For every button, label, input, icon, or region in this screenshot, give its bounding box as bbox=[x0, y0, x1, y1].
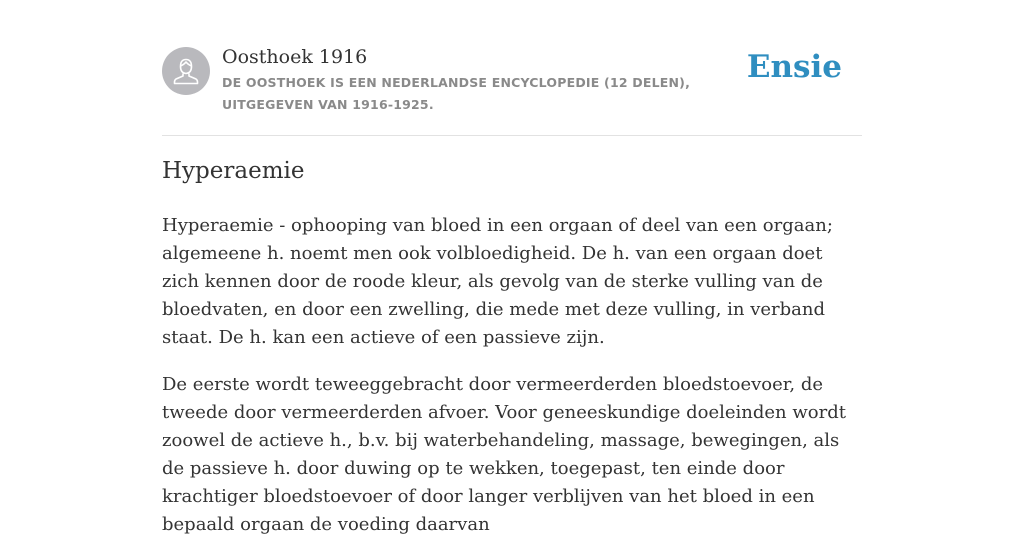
article-body bbox=[162, 212, 864, 558]
avatar[interactable] bbox=[162, 47, 210, 95]
user-silhouette-icon bbox=[162, 47, 210, 95]
article-paragraph: De eerste wordt teweeggebracht door vermeerderden bloedstoevoer, de tweede door vermeerderden afvoer. Voor geneeskundige doeleinden wordt zoowel de actieve h., b.v. bij waterbehandeling, massage, bewegingen, als de passieve h. door duwing op te wekken, toegepast, ten einde door krachtiger bloedstoevoer of door langer verblijven van het bloed in een bepaald orgaan de voeding daarvan bbox=[162, 374, 846, 535]
source-header bbox=[162, 44, 862, 136]
article-paragraph: Hyperaemie - ophooping van bloed in een orgaan of deel van een orgaan; algemeene h. noemt men ook volbloedigheid. De h. van een orgaan doet zich kennen door de roode kleur, als gevolg van de sterke vulling van de bloedvaten, en door een zwelling, die mede met deze vulling, in verband staat. De h. kan een actieve of een passieve zijn. bbox=[162, 215, 833, 348]
source-title[interactable]: Oosthoek 1916 bbox=[222, 46, 368, 68]
brand-logo[interactable]: Ensie bbox=[746, 49, 842, 85]
source-description: DE OOSTHOEK IS EEN NEDERLANDSE ENCYCLOPEDIE (12 DELEN), UITGEGEVEN VAN 1916-1925. bbox=[222, 75, 691, 112]
article-title: Hyperaemie bbox=[162, 158, 305, 184]
